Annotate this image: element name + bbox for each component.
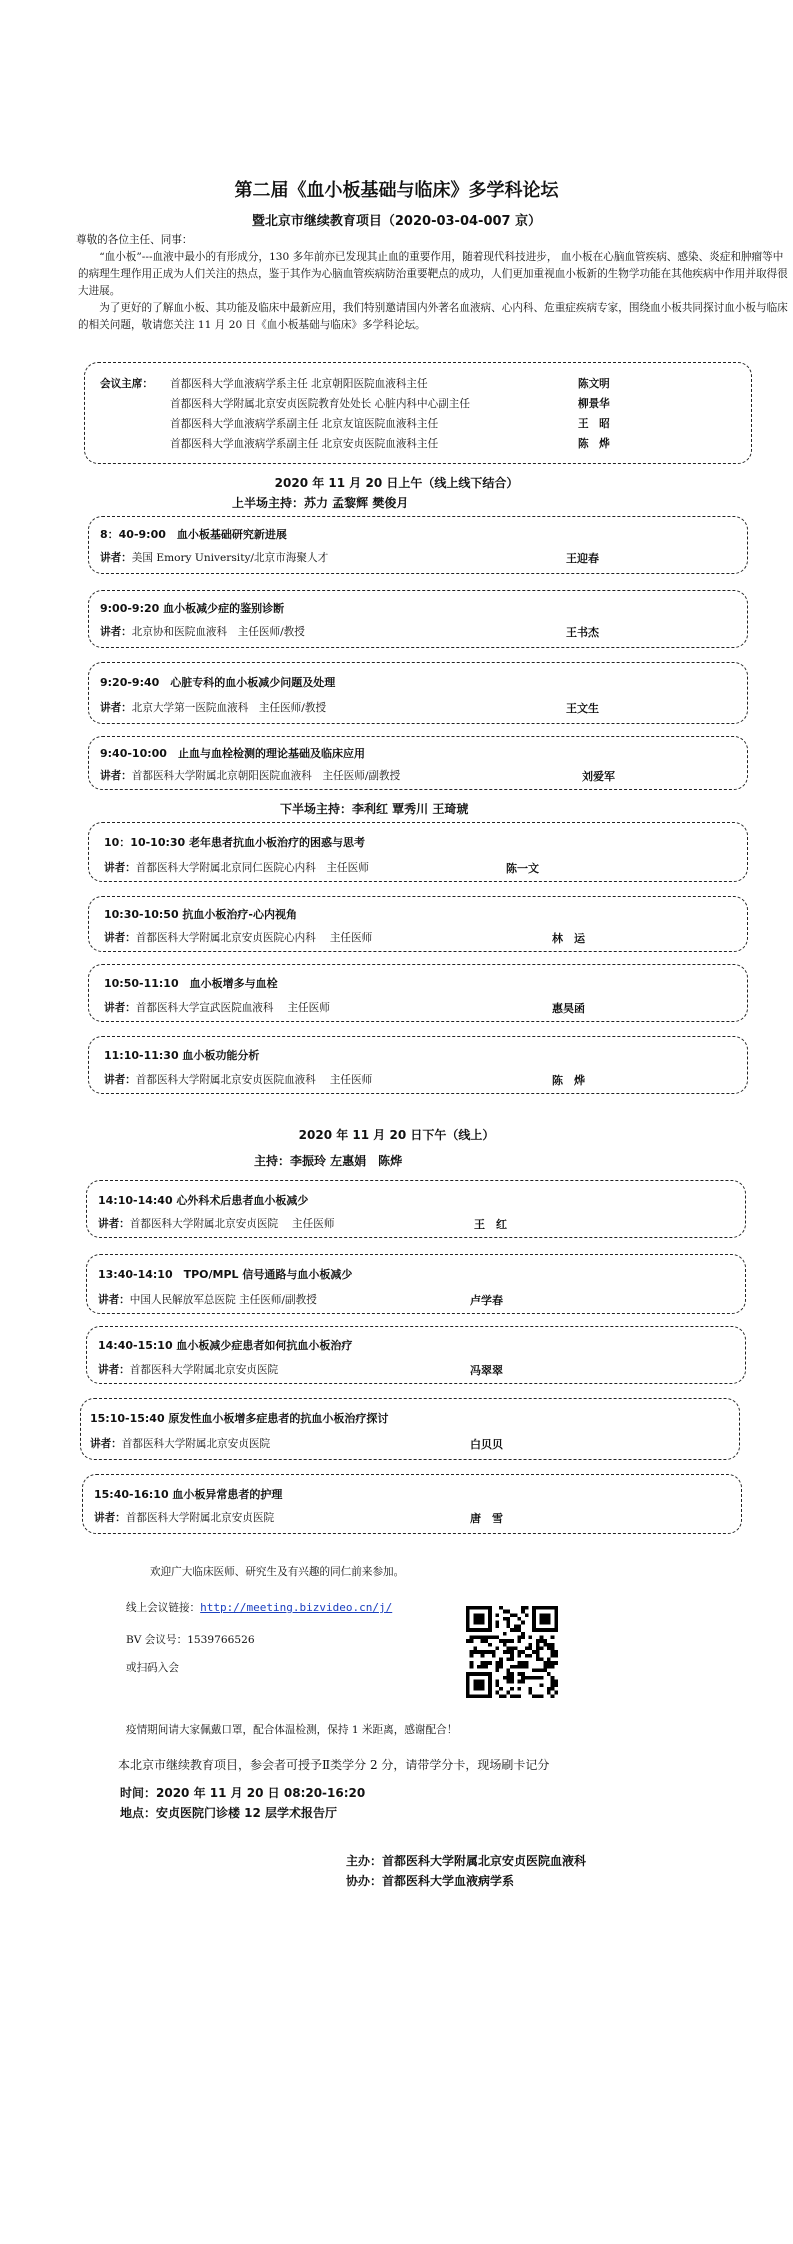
speaker-name: 白贝贝: [470, 1438, 503, 1451]
speaker-name: 卢学春: [470, 1294, 503, 1307]
afternoon-heading: 2020 年 11 月 20 日下午（线上）: [298, 1128, 495, 1142]
session-speaker: [104, 860, 369, 875]
session-title: 9:00-9:20 血小板减少症的鉴别诊断: [100, 602, 285, 615]
speaker-affiliation: 首都医科大学附属北京安贞医院 主任医师: [129, 1218, 335, 1230]
session-card: [88, 590, 748, 648]
greeting: 尊敬的各位主任、同事：: [76, 234, 193, 246]
session-title: 13:40-14:10 TPO/MPL 信号通路与血小板减少: [98, 1268, 353, 1281]
speaker-affiliation: 首都医科大学宣武医院血液科 主任医师: [135, 1002, 330, 1014]
chair-name: 柳景华: [578, 398, 610, 410]
meeting-link[interactable]: http://meeting.bizvideo.cn/j/: [200, 1601, 393, 1614]
intro-paragraph-2: 为了更好的了解血小板、其功能及临床中最新应用，我们特别邀请国内外著名血液病、心内科、危重症疾病专家，围绕血小板共同探讨血小板与临床的相关问题，敬请您关注 11 月 20 日《血小板基础与临床》多学科论坛。: [78, 302, 788, 331]
speaker-label: 讲者：: [100, 626, 132, 638]
credit-text: 本北京市继续教育项目，参会者可授予Ⅱ类学分 2 分，请带学分卡，现场刷卡记分: [118, 1758, 550, 1772]
speaker-affiliation: 中国人民解放军总医院 主任医师/副教授: [129, 1294, 317, 1306]
speaker-label: 讲者：: [94, 1512, 126, 1524]
session-speaker: [100, 700, 326, 715]
session-speaker: [90, 1436, 270, 1451]
speaker-name: 王迎春: [566, 552, 599, 565]
chairs-label: 会议主席：: [100, 378, 153, 390]
chair-name: 陈 烨: [578, 438, 610, 450]
host-line: 主办：首都医科大学附属北京安贞医院血液科: [346, 1854, 587, 1868]
second-half-hosts: 下半场主持：李利红 覃秀川 王琦琥: [280, 802, 469, 816]
session-speaker: [98, 1362, 278, 1377]
intro-section: [78, 232, 790, 334]
afternoon-hosts: 主持：李振玲 左惠娟 陈烨: [254, 1154, 403, 1168]
speaker-label: 讲者：: [104, 1002, 136, 1014]
speaker-affiliation: 首都医科大学附属北京安贞医院: [121, 1438, 271, 1450]
speaker-label: 讲者：: [104, 862, 136, 874]
session-title: 11:10-11:30 血小板功能分析: [104, 1049, 260, 1062]
speaker-name: 王 红: [474, 1218, 507, 1231]
session-title: 10:30-10:50 抗血小板治疗-心内视角: [104, 908, 297, 921]
session-title: 10:50-11:10 血小板增多与血栓: [104, 977, 278, 990]
session-speaker: [104, 1072, 372, 1087]
speaker-name: 王书杰: [566, 626, 599, 639]
place-line: 地点：安贞医院门诊楼 12 层学术报告厅: [120, 1806, 338, 1820]
speaker-name: 林 运: [552, 932, 585, 945]
session-speaker: [104, 930, 372, 945]
session-title: 14:10-14:40 心外科术后患者血小板减少: [98, 1194, 309, 1207]
page-subtitle: 暨北京市继续教育项目（2020-03-04-007 京）: [251, 214, 542, 229]
intro-paragraph-1: “血小板”---血液中最小的有形成分，130 多年前亦已发现其止血的重要作用，随着现代科技进步， 血小板在心脑血管疾病、感染、炎症和肿瘤等中的病理生理作用正成为人们关注的热点，鉴于其作为心脑血管疾病防治重要靶点的成功，人们更加重视血小板新的生物学功能在其他疾病中作用并取得很大进展。: [78, 251, 788, 297]
session-card: [82, 1474, 742, 1534]
speaker-affiliation: 首都医科大学附属北京安贞医院心内科 主任医师: [135, 932, 373, 944]
page-title: 第二届《血小板基础与临床》多学科论坛: [234, 180, 559, 201]
session-title: 10：10-10:30 老年患者抗血小板治疗的困惑与思考: [104, 836, 366, 849]
bv-row: [126, 1632, 255, 1647]
speaker-affiliation: 美国 Emory University/北京市海聚人才: [131, 552, 329, 564]
session-speaker: [100, 624, 305, 639]
notice-text: 疫情期间请大家佩戴口罩，配合体温检测，保持 1 米距离，感谢配合！: [126, 1724, 458, 1736]
session-title: 9:20-9:40 心脏专科的血小板减少问题及处理: [100, 676, 336, 689]
speaker-affiliation: 首都医科大学附属北京安贞医院: [125, 1512, 275, 1524]
bv-label: BV 会议号：: [126, 1634, 188, 1646]
speaker-affiliation: 首都医科大学附属北京安贞医院: [129, 1364, 279, 1376]
first-half-hosts: 上半场主持：苏力 孟黎辉 樊俊月: [232, 496, 409, 510]
speaker-name: 陈 烨: [552, 1074, 585, 1087]
link-label: 线上会议链接：: [126, 1602, 201, 1614]
session-speaker: [94, 1510, 274, 1525]
chair-affiliation: 首都医科大学血液病学系副主任 北京安贞医院血液科主任: [170, 438, 439, 450]
session-speaker: [100, 768, 400, 783]
speaker-name: 冯翠翠: [470, 1364, 503, 1377]
speaker-label: 讲者：: [100, 770, 132, 782]
session-title: 14:40-15:10 血小板减少症患者如何抗血小板治疗: [98, 1339, 353, 1352]
speaker-label: 讲者：: [104, 932, 136, 944]
speaker-label: 讲者：: [90, 1438, 122, 1450]
speaker-affiliation: 首都医科大学附属北京安贞医院血液科 主任医师: [135, 1074, 373, 1086]
speaker-label: 讲者：: [104, 1074, 136, 1086]
session-title: 9:40-10:00 止血与血栓检测的理论基础及临床应用: [100, 747, 365, 760]
session-title: 15:10-15:40 原发性血小板增多症患者的抗血小板治疗探讨: [90, 1412, 389, 1425]
speaker-affiliation: 北京协和医院血液科 主任医师/教授: [131, 626, 305, 638]
speaker-label: 讲者：: [100, 702, 132, 714]
speaker-name: 陈一文: [506, 862, 539, 875]
chair-affiliation: 首都医科大学附属北京安贞医院教育处处长 心脏内科中心副主任: [170, 398, 470, 410]
speaker-name: 王文生: [566, 702, 599, 715]
bv-number: 1539766526: [187, 1634, 255, 1646]
session-speaker: [98, 1292, 317, 1307]
speaker-label: 讲者：: [98, 1364, 130, 1376]
co-host-line: 协办：首都医科大学血液病学系: [346, 1874, 515, 1888]
chair-name: 陈文明: [578, 378, 610, 390]
chair-name: 王 昭: [578, 418, 610, 430]
speaker-affiliation: 北京大学第一医院血液科 主任医师/教授: [131, 702, 327, 714]
qr-code[interactable]: [466, 1606, 558, 1698]
online-link-row: [126, 1600, 392, 1615]
speaker-label: 讲者：: [100, 552, 132, 564]
speaker-label: 讲者：: [98, 1218, 130, 1230]
speaker-name: 惠昊函: [552, 1002, 585, 1015]
session-title: 8：40-9:00 血小板基础研究新进展: [100, 528, 287, 541]
session-speaker: [100, 550, 328, 565]
speaker-label: 讲者：: [98, 1294, 130, 1306]
chair-affiliation: 首都医科大学血液病学系副主任 北京友谊医院血液科主任: [170, 418, 439, 430]
session-speaker: [104, 1000, 330, 1015]
session-title: 15:40-16:10 血小板异常患者的护理: [94, 1488, 283, 1501]
morning-heading: 2020 年 11 月 20 日上午（线上线下结合）: [274, 476, 519, 490]
welcome-text: 欢迎广大临床医师、研究生及有兴趣的同仁前来参加。: [150, 1566, 405, 1578]
speaker-affiliation: 首都医科大学附属北京同仁医院心内科 主任医师: [135, 862, 369, 874]
speaker-name: 唐 雪: [470, 1512, 503, 1525]
qr-hint: 或扫码入会: [126, 1662, 179, 1674]
time-line: 时间：2020 年 11 月 20 日 08:20-16:20: [120, 1786, 366, 1800]
session-speaker: [98, 1216, 334, 1231]
session-card: [88, 516, 748, 574]
speaker-affiliation: 首都医科大学附属北京朝阳医院血液科 主任医师/副教授: [131, 770, 401, 782]
speaker-name: 刘爱军: [582, 770, 615, 783]
chair-affiliation: 首都医科大学血液病学系主任 北京朝阳医院血液科主任: [170, 378, 428, 390]
